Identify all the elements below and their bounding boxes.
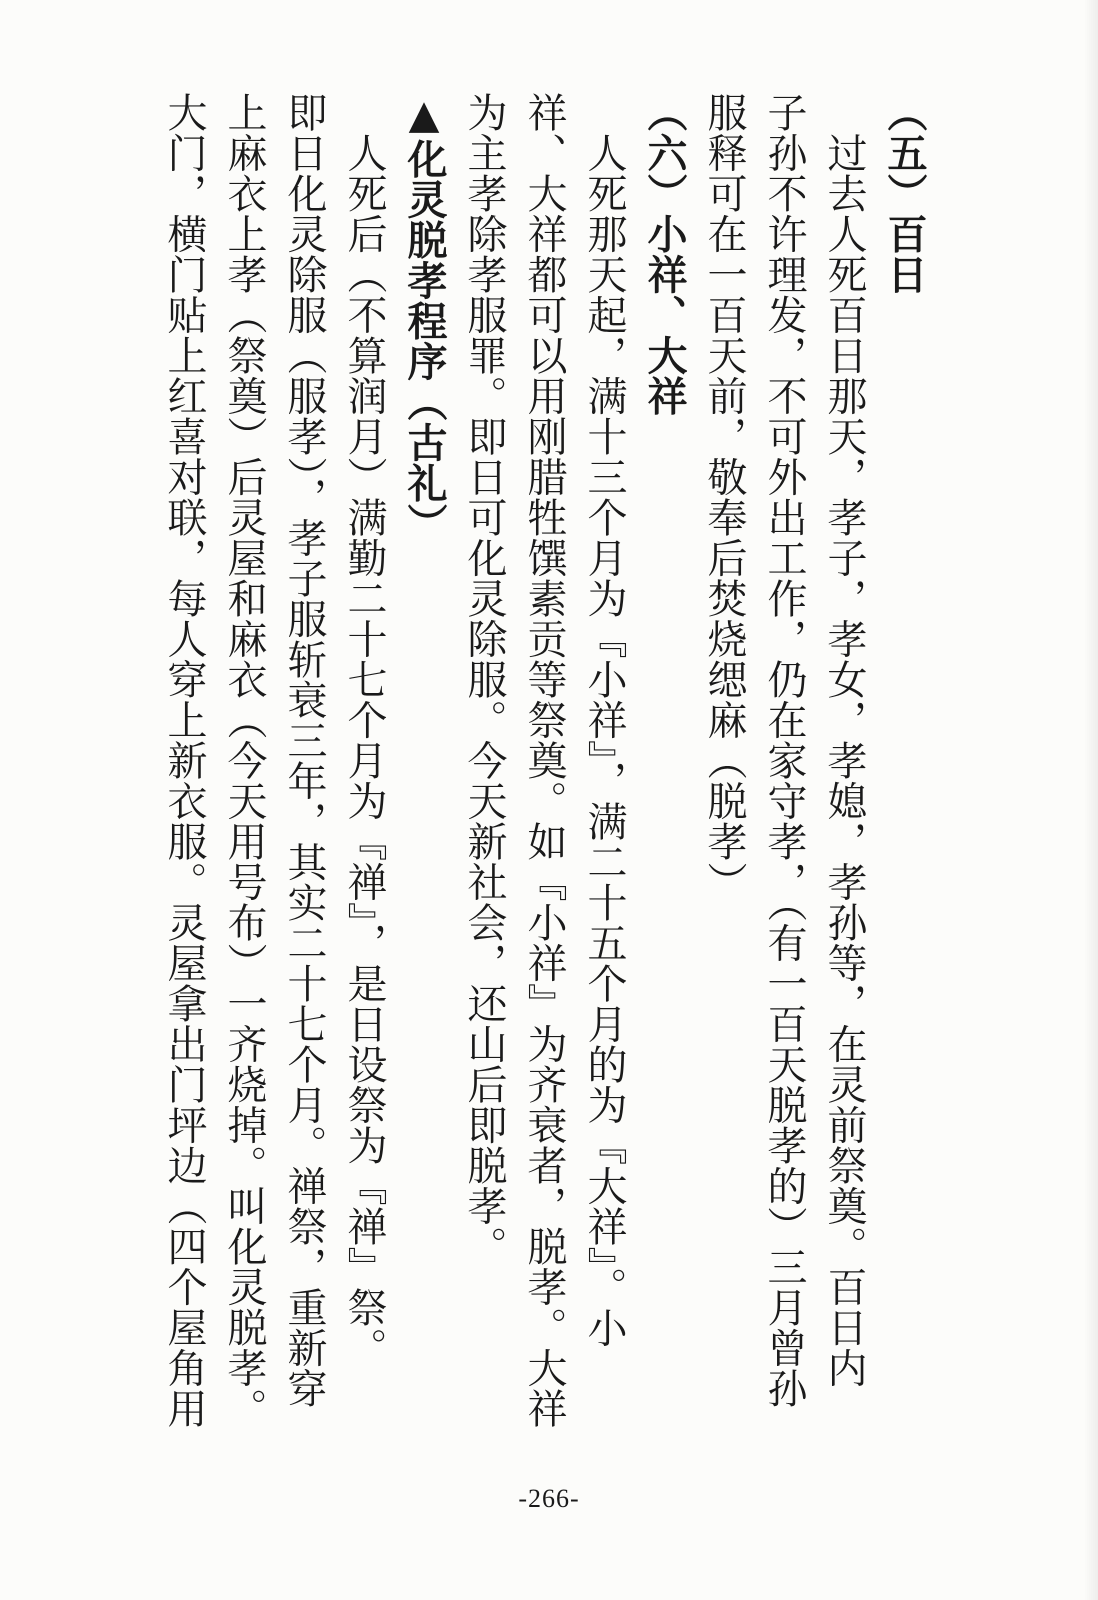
text-line: 大门，横门贴上红喜对联，每人穿上新衣服。灵屋拿出门坪边（四个屋角用 — [161, 92, 207, 1429]
page-edge-shadow — [1084, 0, 1098, 1600]
text-line: 人死后（不算润月）满勤二十七个月为『禅』，是日设祭为『禅』祭。 — [341, 92, 387, 1368]
section-heading-xiaoxiang-daxiang: （六）小祥、大祥 — [641, 92, 687, 416]
section-heading-procedure: ▲化灵脱孝程序（古礼） — [401, 92, 447, 544]
text-line: 子孙不许理发，不可外出工作，仍在家守孝，（有一百天脱孝的）三月曾孙 — [761, 92, 807, 1409]
text-line: 祥、大祥都可以用刚腊牲馔素贡等祭奠。如『小祥』为齐衰者，脱孝。大祥 — [521, 92, 567, 1429]
text-line: 人死那天起，满十三个月为『小祥』，满二十五个月的为『大祥』。小 — [581, 92, 627, 1348]
page-number: -266- — [518, 1484, 580, 1513]
text-line: 即日化灵除服（服孝），孝子服斩衰三年，其实二十七个月。禅祭，重新穿 — [281, 92, 327, 1409]
text-line: 过去人死百日那天，孝子，孝女，孝媳，孝孙等，在灵前祭奠。百日内 — [821, 92, 867, 1388]
text-line: 为主孝除孝服罪。即日可化灵除服。今天新社会，还山后即脱孝。 — [461, 92, 507, 1267]
text-line: 上麻衣上孝（祭奠）后灵屋和麻衣（今天用号布）一齐烧掉。叫化灵脱孝。 — [221, 92, 267, 1429]
text-line: 服释可在一百天前，敬奉后焚烧缌麻（脱孝） — [701, 92, 747, 902]
section-heading-baiiri: （五）百日 — [881, 92, 927, 295]
vertical-text-body — [154, 92, 934, 1482]
